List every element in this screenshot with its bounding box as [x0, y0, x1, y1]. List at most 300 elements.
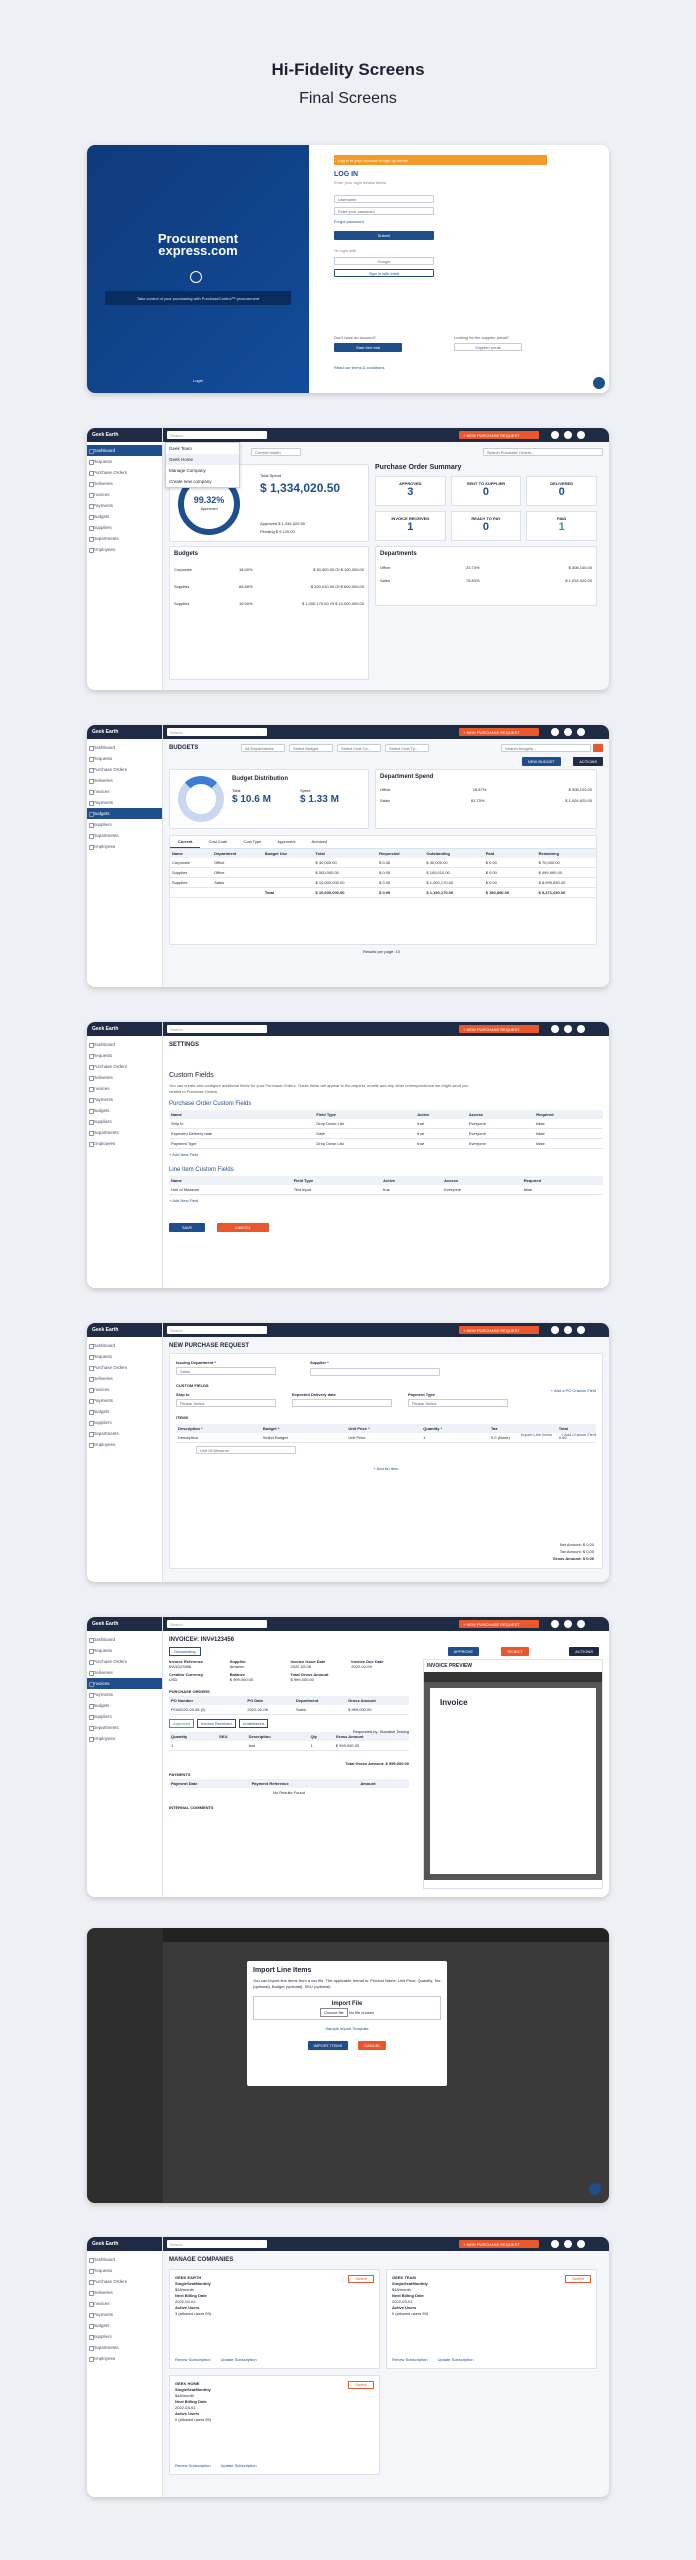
- table-row[interactable]: [169, 1185, 603, 1195]
- table-cell: $ 0.00: [484, 858, 537, 868]
- sidebar-item-budgets[interactable]: Budgets: [87, 511, 162, 522]
- sidebar-item-purchase-orders[interactable]: Purchase Orders: [87, 1362, 162, 1373]
- filter-select[interactable]: Select Cost Ce...: [337, 744, 381, 752]
- sidebar-item-payments[interactable]: Payments: [87, 1395, 162, 1406]
- switch-button[interactable]: Switch: [348, 2381, 374, 2389]
- company-plan: SingleSeatMonthly: [392, 2281, 428, 2286]
- budget-row[interactable]: [170, 595, 368, 612]
- sidebar-item-invoices[interactable]: Invoices: [87, 2298, 162, 2309]
- total-spend: $ 1,334,020.50: [260, 481, 341, 495]
- brand: Geek Earth: [87, 1617, 162, 1631]
- bell-icon[interactable]: [564, 728, 572, 736]
- budgets-page-title: BUDGETS: [169, 745, 199, 751]
- login-button[interactable]: Submit: [334, 231, 434, 240]
- budget-tabs: [170, 836, 596, 849]
- sidebar-item-purchase-orders[interactable]: Purchase Orders: [87, 467, 162, 478]
- new-request-button[interactable]: + NEW PURCHASE REQUEST: [459, 431, 539, 439]
- help-icon[interactable]: [551, 431, 559, 439]
- invoice-screen: [87, 1617, 609, 1897]
- filter-select[interactable]: All Departments: [241, 744, 285, 752]
- item-input[interactable]: 1: [421, 1433, 489, 1443]
- sidebar-item-requests[interactable]: Requests: [87, 2265, 162, 2276]
- sidebar-item-employees[interactable]: Employees: [87, 841, 162, 852]
- play-icon[interactable]: [190, 271, 202, 283]
- budget-tab[interactable]: Archived: [311, 839, 328, 844]
- line-items-table: [169, 1732, 409, 1751]
- avatar[interactable]: [577, 1620, 585, 1628]
- table-cell: Text Input: [292, 1185, 381, 1195]
- sidebar-item-departments[interactable]: Departments: [87, 2342, 162, 2353]
- pdf-toolbar[interactable]: [424, 1672, 602, 1682]
- column-header: Field Type: [314, 1110, 415, 1119]
- company-menu-item[interactable]: Geek Team: [169, 446, 192, 451]
- switch-button[interactable]: Switch: [565, 2275, 591, 2283]
- sidebar-item-suppliers[interactable]: Suppliers: [87, 522, 162, 533]
- sidebar-item-purchase-orders[interactable]: Purchase Orders: [87, 2276, 162, 2287]
- item-input[interactable]: Description: [176, 1433, 261, 1443]
- sidebar-item-payments[interactable]: Payments: [87, 1094, 162, 1105]
- po-summary-tile[interactable]: [451, 476, 522, 506]
- company-list: [169, 2269, 597, 2475]
- table-cell: [263, 868, 314, 878]
- sidebar-item-employees[interactable]: Employees: [87, 1138, 162, 1149]
- po-summary-tile[interactable]: [451, 511, 522, 541]
- net-amount: Net Amount: $ 0.00: [559, 1542, 594, 1547]
- bell-icon[interactable]: [564, 1025, 572, 1033]
- sidebar-item-dashboard[interactable]: Dashboard: [87, 1634, 162, 1645]
- sidebar-item-deliveries[interactable]: Deliveries: [87, 1667, 162, 1678]
- sidebar-item-invoices[interactable]: Invoices: [87, 786, 162, 797]
- budget-filters: [241, 744, 429, 752]
- request-form: [169, 1353, 603, 1569]
- avatar[interactable]: [577, 1025, 585, 1033]
- sidebar-item-budgets[interactable]: Budgets: [87, 1700, 162, 1711]
- dept-amount: $ 1,024,920.00: [565, 578, 592, 583]
- company-menu-item[interactable]: Manage Company: [169, 468, 206, 473]
- table-row[interactable]: [170, 868, 596, 878]
- bell-icon[interactable]: [564, 431, 572, 439]
- sidebar-item-suppliers[interactable]: Suppliers: [87, 1417, 162, 1428]
- item-input[interactable]: 0.0 (None): [489, 1433, 557, 1443]
- help-icon[interactable]: [551, 728, 559, 736]
- signup-button[interactable]: Start free trial: [334, 343, 402, 352]
- budget-tab[interactable]: Cost Type: [243, 839, 262, 844]
- table-cell: $ 100,010.00: [424, 868, 483, 878]
- table-cell: false: [534, 1119, 603, 1129]
- no-results: No Results Found: [272, 1790, 305, 1795]
- search-input[interactable]: Search: [167, 431, 267, 439]
- table-cell: $ 8,999,830.00: [537, 878, 596, 888]
- dimmed-topbar: [163, 1928, 609, 1942]
- new-request-button[interactable]: + NEW PURCHASE REQUEST: [459, 1025, 539, 1033]
- budget-row[interactable]: [170, 561, 368, 578]
- spent-label: Spent: [300, 788, 311, 793]
- budget-amount: $ 30,000.00 Of $ 100,000.00: [313, 567, 364, 572]
- add-item-button[interactable]: + Add An Item: [373, 1466, 399, 1471]
- sidebar-item-dashboard[interactable]: Dashboard: [87, 742, 162, 753]
- date-input[interactable]: [292, 1399, 392, 1407]
- sidebar-item-payments[interactable]: Payments: [87, 500, 162, 511]
- company-plan: SingleSeatMonthly: [175, 2281, 211, 2286]
- column-header: Total: [557, 1424, 596, 1433]
- item-input[interactable]: 0.00: [557, 1433, 596, 1443]
- sidebar-item-invoices[interactable]: Invoices: [87, 1678, 162, 1689]
- sidebar-item-payments[interactable]: Payments: [87, 797, 162, 808]
- sidebar-item-requests[interactable]: Requests: [87, 456, 162, 467]
- table-cell: Everyone: [442, 1185, 522, 1195]
- sidebar-item-budgets[interactable]: Budgets: [87, 2320, 162, 2331]
- forgot-link[interactable]: Forgot password: [334, 219, 364, 224]
- sidebar-item-budgets[interactable]: Budgets: [87, 808, 162, 819]
- search-input[interactable]: Search: [167, 728, 267, 736]
- sidebar-item-purchase-orders[interactable]: Purchase Orders: [87, 1656, 162, 1667]
- supplier-select[interactable]: [310, 1368, 440, 1376]
- po-table: [169, 1696, 409, 1715]
- sidebar-item-invoices[interactable]: Invoices: [87, 489, 162, 500]
- table-cell: Everyone: [467, 1129, 534, 1139]
- dept-amount: $ 308,100.00: [568, 787, 592, 792]
- import-items-link[interactable]: Import Line Items: [521, 1432, 552, 1437]
- table-cell: $ 999,000.00: [346, 1705, 409, 1715]
- table-cell: Payment Type: [169, 1139, 314, 1149]
- reject-button[interactable]: REJECT: [501, 1647, 529, 1656]
- actions-button[interactable]: ACTIONS: [573, 757, 603, 766]
- sidebar-item-employees[interactable]: Employees: [87, 1733, 162, 1744]
- save-button[interactable]: SAVE: [169, 1223, 205, 1232]
- sidebar-item-deliveries[interactable]: Deliveries: [87, 2287, 162, 2298]
- company-name: GEEK HOME: [175, 2381, 200, 2386]
- items-label: ITEMS: [176, 1415, 189, 1420]
- sidebar-nav: [87, 1036, 162, 1149]
- new-request-button[interactable]: + NEW PURCHASE REQUEST: [459, 2240, 539, 2248]
- department-row[interactable]: [376, 561, 596, 574]
- column-header: Payment Date: [169, 1779, 250, 1788]
- search-input[interactable]: Search: [167, 1025, 267, 1033]
- spent-value: $ 1.33 M: [300, 794, 339, 805]
- dept-name: Office: [380, 787, 391, 792]
- import-button[interactable]: IMPORT ITEMS: [308, 2041, 349, 2050]
- po-summary-tile[interactable]: [526, 476, 597, 506]
- bell-icon[interactable]: [564, 1326, 572, 1334]
- table-cell: $ 30,000.00: [424, 858, 483, 868]
- help-icon[interactable]: [551, 1326, 559, 1334]
- password-input[interactable]: Enter your password: [334, 207, 434, 215]
- table-cell: Drop Down List: [314, 1139, 415, 1149]
- sidebar-item-departments[interactable]: Departments: [87, 830, 162, 841]
- company-name: GEEK TEAM: [392, 2275, 416, 2280]
- dept-amount: $ 308,100.00: [568, 565, 592, 570]
- companies-main: [163, 2251, 609, 2497]
- subscription-links: [175, 2357, 257, 2363]
- chat-icon[interactable]: [589, 2183, 601, 2195]
- renew-link[interactable]: Renew Subscription: [175, 2357, 211, 2362]
- topbar: [163, 428, 609, 442]
- avatar[interactable]: [577, 1326, 585, 1334]
- approval-percent: 99.32%: [193, 495, 225, 505]
- sidebar-item-requests[interactable]: Requests: [87, 753, 162, 764]
- sidebar-item-departments[interactable]: Departments: [87, 1127, 162, 1138]
- invoice-body: [169, 1689, 409, 1810]
- total-value: $ 10.6 M: [232, 794, 271, 805]
- sidebar-item-deliveries[interactable]: Deliveries: [87, 478, 162, 489]
- add-li-field-link[interactable]: + Add New Field: [169, 1198, 199, 1203]
- budget-search[interactable]: Search budgets...: [501, 744, 591, 752]
- ship-select[interactable]: Please Select: [176, 1399, 276, 1407]
- update-link[interactable]: Update Subscription: [437, 2357, 474, 2362]
- column-header: Access: [442, 1176, 522, 1185]
- meta-value: Amazon: [229, 1664, 245, 1669]
- company-menu-item[interactable]: Geek Home: [166, 454, 239, 465]
- signup-question: Don't have an account?: [334, 335, 376, 340]
- help-icon[interactable]: [551, 1025, 559, 1033]
- total-gross: Total Gross Amount: $ 999,000.00: [345, 1761, 409, 1766]
- choose-file-button[interactable]: Choose file: [320, 2008, 348, 2017]
- pagination[interactable]: Results per page: 10: [363, 949, 400, 954]
- terms-link[interactable]: Read our terms & conditions: [334, 365, 385, 370]
- budget-pct: 18.00%: [239, 567, 253, 572]
- department-row[interactable]: [376, 574, 596, 587]
- tile-value: 0: [482, 486, 490, 498]
- meta-label: Invoice Issue Date: [290, 1659, 326, 1664]
- filter-select[interactable]: Select Cost Ty...: [385, 744, 429, 752]
- tile-label: SENT TO SUPPLIER: [466, 481, 506, 486]
- import-file-title: Import File: [331, 2001, 363, 2007]
- cancel-button[interactable]: CANCEL: [358, 2041, 386, 2050]
- column-header: Name: [169, 1176, 292, 1185]
- search-input[interactable]: Search: [167, 1326, 267, 1334]
- custom-fields-label: CUSTOM FIELDS: [176, 1383, 209, 1388]
- budgets-table-card: [169, 835, 597, 945]
- sidebar-item-purchase-orders[interactable]: Purchase Orders: [87, 1061, 162, 1072]
- sidebar-item-requests[interactable]: Requests: [87, 1645, 162, 1656]
- column-header: Budget Use: [263, 849, 314, 858]
- cancel-button[interactable]: CANCEL: [217, 1223, 269, 1232]
- department-spend-card: [375, 769, 597, 829]
- po-search[interactable]: Search Purchase Orders...: [483, 448, 603, 456]
- sso-button[interactable]: Sign in with Intuit: [334, 269, 434, 277]
- sidebar-item-employees[interactable]: Employees: [87, 2353, 162, 2364]
- comments-title: INTERNAL COMMENTS: [169, 1805, 214, 1810]
- sidebar-item-payments[interactable]: Payments: [87, 2309, 162, 2320]
- users-value: 3 (allowed users 99): [175, 2311, 212, 2316]
- renew-link[interactable]: Renew Subscription: [175, 2463, 211, 2468]
- column-header: Gross Amount: [334, 1732, 409, 1741]
- avatar[interactable]: [577, 728, 585, 736]
- sidebar-item-deliveries[interactable]: Deliveries: [87, 1072, 162, 1083]
- sidebar-item-deliveries[interactable]: Deliveries: [87, 775, 162, 786]
- search-icon[interactable]: [593, 744, 603, 752]
- sidebar-item-employees[interactable]: Employees: [87, 1439, 162, 1450]
- dept-select[interactable]: Sales: [176, 1367, 276, 1375]
- sidebar-item-suppliers[interactable]: Suppliers: [87, 1116, 162, 1127]
- table-cell: Supplies: [170, 878, 212, 888]
- new-request-button[interactable]: + NEW PURCHASE REQUEST: [459, 728, 539, 736]
- po-summary-title: Purchase Order Summary: [375, 464, 462, 471]
- table-cell: $ 30,000.00: [314, 858, 378, 868]
- sidebar-item-payments[interactable]: Payments: [87, 1689, 162, 1700]
- sidebar-item-invoices[interactable]: Invoices: [87, 1384, 162, 1395]
- table-row[interactable]: [170, 858, 596, 868]
- budgets-screen: [87, 725, 609, 987]
- filter-select[interactable]: Select Budget: [289, 744, 333, 752]
- dept-name: Sales: [380, 578, 391, 583]
- meta-label: Balance: [229, 1672, 246, 1677]
- item-input[interactable]: Unit Price: [346, 1433, 421, 1443]
- sidebar-item-budgets[interactable]: Budgets: [87, 1406, 162, 1417]
- sidebar-nav: [87, 1337, 162, 1450]
- search-input[interactable]: Search: [167, 1620, 267, 1628]
- table-cell: [212, 888, 263, 898]
- invoice-main: [163, 1631, 609, 1897]
- sidebar: [87, 2237, 163, 2497]
- new-request-button[interactable]: + NEW PURCHASE REQUEST: [459, 1326, 539, 1334]
- help-icon[interactable]: [551, 2240, 559, 2248]
- company-card: [386, 2269, 597, 2369]
- sidebar-item-invoices[interactable]: Invoices: [87, 1083, 162, 1094]
- users-value: 0 (allowed users 99): [175, 2417, 212, 2422]
- table-row[interactable]: [169, 1129, 603, 1139]
- company-name: GEEK EARTH: [175, 2275, 202, 2280]
- bell-icon[interactable]: [564, 2240, 572, 2248]
- po-summary-tile[interactable]: [375, 476, 446, 506]
- period-select[interactable]: Current month: [251, 448, 301, 456]
- table-cell: Supplies: [170, 868, 212, 878]
- chat-icon[interactable]: [593, 377, 605, 389]
- table-cell: [217, 1741, 247, 1751]
- sidebar-item-dashboard[interactable]: Dashboard: [87, 1340, 162, 1351]
- table-row[interactable]: [169, 1139, 603, 1149]
- template-link[interactable]: Sample Import Template: [325, 2026, 369, 2031]
- departments-list: [376, 561, 596, 587]
- supplier-button[interactable]: Supplier portal: [454, 343, 522, 351]
- subscription-links: [392, 2357, 474, 2363]
- subscription-links: [175, 2463, 257, 2469]
- sidebar-item-purchase-orders[interactable]: Purchase Orders: [87, 764, 162, 775]
- budget-name: Corporate: [174, 567, 192, 572]
- sidebar-item-dashboard[interactable]: Dashboard: [87, 1039, 162, 1050]
- column-header: Remaining: [537, 849, 596, 858]
- approve-button[interactable]: APPROVE: [448, 1647, 479, 1656]
- table-cell: Date: [314, 1129, 415, 1139]
- tile-label: PAID: [557, 516, 567, 521]
- import-modal: [247, 1961, 447, 2086]
- update-link[interactable]: Update Subscription: [220, 2357, 257, 2362]
- po-summary-tile[interactable]: [375, 511, 446, 541]
- import-modal-screen: [87, 1928, 609, 2203]
- add-po-field-link[interactable]: + Add New Field: [169, 1152, 199, 1157]
- meta-value: INV#123456: [169, 1664, 192, 1669]
- company-cost: $48/month: [392, 2287, 411, 2292]
- login-hero-panel: [87, 145, 309, 393]
- sidebar-item-deliveries[interactable]: Deliveries: [87, 1373, 162, 1384]
- new-request-button[interactable]: + NEW PURCHASE REQUEST: [459, 1620, 539, 1628]
- sidebar: [87, 725, 163, 987]
- table-cell: $ 10,000,000.00: [314, 878, 378, 888]
- item-input[interactable]: Select Budget: [261, 1433, 347, 1443]
- company-menu-item[interactable]: Create new company: [169, 479, 212, 484]
- sidebar-item-suppliers[interactable]: Suppliers: [87, 1711, 162, 1722]
- custom-fields-heading: Custom Fields: [169, 1072, 214, 1079]
- table-row[interactable]: [169, 1119, 603, 1129]
- table-row[interactable]: [170, 878, 596, 888]
- meta-label: Invoice Reference: [169, 1659, 204, 1664]
- budget-tab[interactable]: Current: [170, 836, 200, 848]
- budget-tab[interactable]: Cost Code: [208, 839, 228, 844]
- sidebar-item-requests[interactable]: Requests: [87, 1351, 162, 1362]
- budget-name: Supplies: [174, 584, 190, 589]
- pay-select[interactable]: Please Select: [408, 1399, 508, 1407]
- pending-amount: Pending $ 9,120.00: [260, 529, 295, 534]
- add-custom-field-link[interactable]: + Add a PO Custom Field: [550, 1388, 596, 1393]
- username-input[interactable]: Username: [334, 195, 434, 203]
- budget-tab[interactable]: Approvers: [277, 839, 296, 844]
- update-link[interactable]: Update Subscription: [220, 2463, 257, 2468]
- dept-amount: $ 1,026,920.00: [565, 798, 592, 803]
- users-label: Active Users: [392, 2305, 417, 2310]
- status-tag: Invoice Received: [197, 1719, 235, 1728]
- actions-button[interactable]: ACTIONS: [569, 1647, 599, 1656]
- logo: Procurement express.com: [157, 231, 239, 258]
- uom-input[interactable]: Unit Of Measure: [196, 1446, 296, 1454]
- sidebar-item-budgets[interactable]: Budgets: [87, 1105, 162, 1116]
- table-cell: 1: [308, 1741, 333, 1751]
- li-fields-title: Line Item Custom Fields: [169, 1167, 234, 1173]
- sidebar-item-dashboard[interactable]: Dashboard: [87, 445, 162, 456]
- avatar[interactable]: [577, 2240, 585, 2248]
- sidebar-item-suppliers[interactable]: Suppliers: [87, 2331, 162, 2342]
- page-title: Hi-Fidelity Screens: [271, 60, 425, 79]
- topbar: [163, 1323, 609, 1337]
- po-section-title: PURCHASE ORDERS: [169, 1689, 210, 1694]
- sidebar-item-suppliers[interactable]: Suppliers: [87, 819, 162, 830]
- table-cell: [263, 878, 314, 888]
- budget-row[interactable]: [170, 578, 368, 595]
- tile-value: 1: [407, 521, 414, 533]
- help-icon[interactable]: [551, 1620, 559, 1628]
- column-header: Required: [534, 1110, 603, 1119]
- sidebar-item-requests[interactable]: Requests: [87, 1050, 162, 1061]
- column-header: Paid: [484, 849, 537, 858]
- meta-value: 2022-02-09: [351, 1664, 372, 1669]
- sidebar-item-departments[interactable]: Departments: [87, 533, 162, 544]
- sidebar-item-departments[interactable]: Departments: [87, 1722, 162, 1733]
- sidebar-item-dashboard[interactable]: Dashboard: [87, 2254, 162, 2265]
- table-cell: Office: [212, 858, 263, 868]
- column-header: PO Number: [169, 1696, 245, 1705]
- sidebar: [87, 1022, 163, 1288]
- add-li-custom-link[interactable]: + Add Custom Field: [560, 1432, 596, 1437]
- google-button[interactable]: Google: [334, 257, 434, 265]
- bell-icon[interactable]: [564, 1620, 572, 1628]
- switch-button[interactable]: Switch: [348, 2275, 374, 2283]
- table-cell: false: [534, 1139, 603, 1149]
- column-header: Amount: [358, 1779, 409, 1788]
- new-budget-button[interactable]: NEW BUDGET: [522, 757, 561, 766]
- search-input[interactable]: Search: [167, 2240, 267, 2248]
- column-header: Department: [212, 849, 263, 858]
- column-header: Active: [415, 1110, 467, 1119]
- renew-link[interactable]: Renew Subscription: [392, 2357, 428, 2362]
- po-summary-tile[interactable]: [526, 511, 597, 541]
- table-cell: test: [247, 1741, 309, 1751]
- avatar[interactable]: [577, 431, 585, 439]
- table-cell: $ 1,000,170.00: [424, 878, 483, 888]
- column-header: SKU: [217, 1732, 247, 1741]
- column-header: Active: [381, 1176, 442, 1185]
- pay-label: Payment Type: [408, 1392, 435, 1397]
- sidebar-item-employees[interactable]: Employees: [87, 544, 162, 555]
- sidebar-item-departments[interactable]: Departments: [87, 1428, 162, 1439]
